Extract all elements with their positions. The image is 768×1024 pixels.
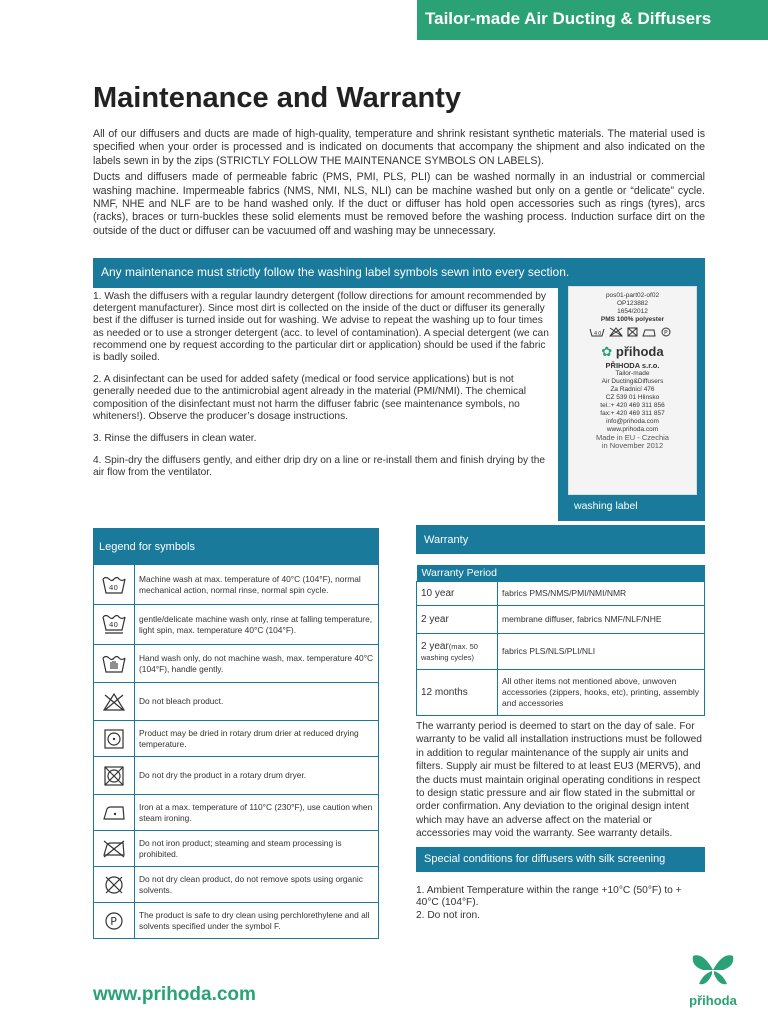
legend-row xyxy=(94,757,379,795)
warranty-period-cell xyxy=(417,634,498,670)
legend-text: Product may be dried in rotary drum drier at reduced drying temperature. xyxy=(135,721,379,757)
legend-row xyxy=(94,721,379,757)
label-company: PŘIHODA s.r.o. xyxy=(605,361,660,370)
legend-section xyxy=(93,528,379,939)
hand-wash-icon xyxy=(94,645,135,683)
label-care-symbols-icon xyxy=(569,326,696,340)
wash-40-icon xyxy=(94,565,135,605)
label-company: Air Ducting&Diffusers xyxy=(601,378,664,385)
legend-row xyxy=(94,867,379,903)
no-iron-icon xyxy=(94,831,135,867)
warranty-row xyxy=(417,582,705,606)
warranty-section xyxy=(416,525,705,922)
label-brand-name: přihoda xyxy=(615,344,664,359)
label-company: info@prihoda.com xyxy=(606,418,659,425)
warranty-period: 2 year xyxy=(417,606,498,634)
legend-row xyxy=(94,683,379,721)
warranty-row xyxy=(417,606,705,634)
no-bleach-icon xyxy=(94,683,135,721)
maintenance-step: 4. Spin-dry the diffusers gently, and either drip dry on a line or re-install them and finish drying by the air flow from the ventilator. xyxy=(93,455,546,479)
special-condition: 2. Do not iron. xyxy=(416,909,480,921)
svg-text:40: 40 xyxy=(593,331,602,337)
label-company: tel.:+ 420 469 311 856 xyxy=(600,402,665,409)
dry-clean-p-icon xyxy=(94,903,135,939)
label-line: OP123882 xyxy=(616,300,649,307)
warranty-row xyxy=(417,670,705,716)
page-title: Maintenance and Warranty xyxy=(93,82,461,114)
label-made: Made in EU - Czechia xyxy=(596,433,669,442)
special-conditions-heading: Special conditions for diffusers with silk screening xyxy=(416,847,705,872)
svg-text:40: 40 xyxy=(109,583,118,592)
warranty-row xyxy=(417,634,705,670)
warranty-table-heading: Warranty Period xyxy=(417,565,705,582)
warranty-period: 2 year xyxy=(421,640,449,652)
prihoda-logo xyxy=(685,950,741,1016)
intro-text xyxy=(93,128,705,241)
gentle-wash-40-icon xyxy=(94,605,135,645)
warranty-items: fabrics PLS/NLS/PLI/NLI xyxy=(498,634,705,670)
label-line: pos01-part02-of02 xyxy=(605,292,660,299)
intro-paragraph: All of our diffusers and ducts are made of high-quality, temperature and shrink resistant synthetic materials. The material used is specified when your order is processed and is indicated on documents that accompany the shipment and also indicated on the labels sewn in by the zips (STRICTLY FOLLOW THE MAINTENANCE SYMBOLS ON LABELS). xyxy=(93,128,705,167)
label-brand xyxy=(569,344,696,359)
legend-row xyxy=(94,903,379,939)
washing-label-caption: washing label xyxy=(574,500,638,512)
header-band-title: Tailor-made Air Ducting & Diffusers xyxy=(425,9,712,28)
label-line: 1654/2012 xyxy=(617,308,648,315)
legend-text: The product is safe to dry clean using perchlorethylene and all solvents specified under the symbol F. xyxy=(135,903,379,939)
special-conditions-list xyxy=(416,885,705,923)
legend-text: gentle/delicate machine wash only, rinse at falling temperature, light spin, max. temperature 40°C (104°F). xyxy=(135,605,379,645)
legend-text: Iron at a max. temperature of 110°C (230°F), use caution when steam ironing. xyxy=(135,795,379,831)
svg-text:P: P xyxy=(663,329,669,337)
label-company: Tailor-made xyxy=(615,370,650,377)
header-band xyxy=(417,0,768,40)
special-condition: 1. Ambient Temperature within the range +10°C (50°F) to + 40°C (104°F). xyxy=(416,884,682,909)
warranty-period-note: (max. 50 washing cycles) xyxy=(421,641,478,662)
maintenance-steps xyxy=(93,288,558,521)
legend-row xyxy=(94,605,379,645)
butterfly-icon: ✿ xyxy=(601,344,613,359)
label-line: PMS 100% polyester xyxy=(600,316,665,323)
washing-label-image xyxy=(568,286,697,495)
legend-row xyxy=(94,565,379,605)
maintenance-step: 3. Rinse the diffusers in clean water. xyxy=(93,433,257,445)
warranty-heading: Warranty xyxy=(416,525,705,554)
legend-text: Hand wash only, do not machine wash, max. temperature 40°C (104°F), handle gently. xyxy=(135,645,379,683)
label-made: in November 2012 xyxy=(601,441,664,450)
warranty-table xyxy=(416,565,705,716)
legend-row xyxy=(94,795,379,831)
maintenance-heading: Any maintenance must strictly follow the washing label symbols sewn into every section. xyxy=(101,265,570,279)
tumble-dry-icon xyxy=(94,721,135,757)
warranty-items: fabrics PMS/NMS/PMI/NMI/NMR xyxy=(498,582,705,606)
legend-text: Do not iron product; steaming and steam processing is prohibited. xyxy=(135,831,379,867)
maintenance-step: 2. A disinfectant can be used for added safety (medical or food service applications) but is not generally needed due to the antimicrobial agent already in the material (PMI/NMI). The chemical composition of the disinfectant must not harm the diffuser fabric (see maintenance symbols, no whiteners!). Observe the producer’s dosage instructions. xyxy=(93,374,527,422)
iron-low-icon xyxy=(94,795,135,831)
no-tumble-dry-icon xyxy=(94,757,135,795)
label-company: fax:+ 420 469 311 857 xyxy=(600,410,665,417)
label-company: www.prihoda.com xyxy=(606,426,659,433)
warranty-items: All other items not mentioned above, unwoven accessories (zippers, hooks, etc), printing, assembly and accessories xyxy=(498,670,705,716)
logo-text: přihoda xyxy=(689,993,737,1008)
website-link[interactable]: www.prihoda.com xyxy=(93,984,256,1005)
intro-paragraph: Ducts and diffusers made of permeable fabric (PMS, PMI, PLS, PLI) can be washed normally in an industrial or commercial washing machine. Impermeable fabrics (NMS, NMI, NLS, NLI) can be machine washed but only on a gentle or “delicate” cycle. NMF, NHE and NLF are to be hand washed only. If the duct or diffuser has hold open accessories such as rings (tyres), arcs (racks), braces or turn-buckles these solid elements must be removed before the washing process. Induction surface dirt on the outside of the duct or diffuser can be vacuumed off and washing may be unnecessary. xyxy=(93,171,705,237)
no-dry-clean-icon xyxy=(94,867,135,903)
legend-row xyxy=(94,831,379,867)
svg-text:40: 40 xyxy=(109,620,118,629)
warranty-text: The warranty period is deemed to start on the day of sale. For warranty to be valid all installation instructions must be followed in addition to regular maintenance of the supply air units and filters. Supply air must be filtered to at least EU3 (MERV5), and the ducts must maintain original operating conditions in respect to design static pressure and air flow stated in the submittal or order confirmation. Any deviation to the original design intent which may have an adverse affect on the material or accessories may void the warranty. See warranty details. xyxy=(416,721,702,840)
warranty-period: 10 year xyxy=(417,582,498,606)
legend-text: Do not dry clean product, do not remove spots using organic solvents. xyxy=(135,867,379,903)
label-company: CZ 539 01 Hlinsko xyxy=(605,394,660,401)
warranty-period: 12 months xyxy=(417,670,498,716)
label-company: Za Radnicí 476 xyxy=(610,386,655,393)
legend-table xyxy=(93,564,379,939)
legend-row xyxy=(94,645,379,683)
legend-text: Do not dry the product in a rotary drum dryer. xyxy=(135,757,379,795)
warranty-items: membrane diffuser, fabrics NMF/NLF/NHE xyxy=(498,606,705,634)
butterfly-logo-icon xyxy=(689,950,737,988)
legend-text: Machine wash at max. temperature of 40°C (104°F), normal mechanical action, normal rinse, normal spin cycle. xyxy=(135,565,379,605)
legend-text: Do not bleach product. xyxy=(135,683,379,721)
maintenance-step: 1. Wash the diffusers with a regular laundry detergent (follow directions for amount recommended by detergent manufacturer). Since most dirt is collected on the inside of the duct or diffuser its generally best if the diffuser is turned inside out for washing. We advise to repeat the washing up to four times as needed or to use a stronger detergent (acc. to level of contamination). A special detergent (we can recommend one by request according to the particular dirt or application) should be used if the fabric is badly soiled. xyxy=(93,291,549,364)
legend-heading: Legend for symbols xyxy=(93,528,379,564)
svg-text:P: P xyxy=(110,914,117,928)
